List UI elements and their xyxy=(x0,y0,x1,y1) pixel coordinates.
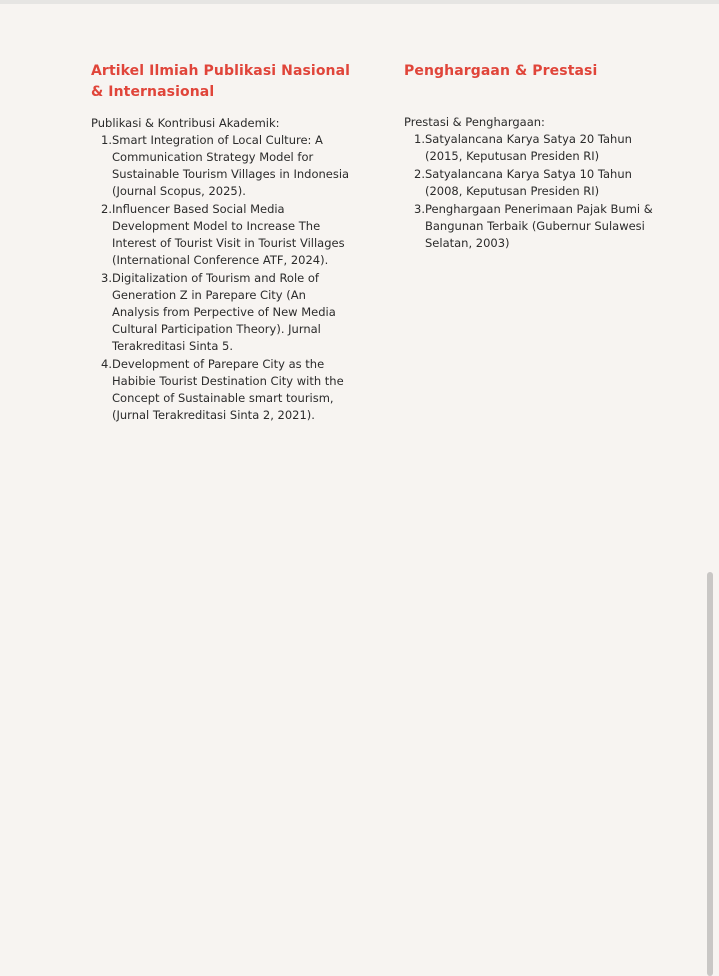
publications-list xyxy=(91,132,351,424)
list-item-number: 4. xyxy=(101,357,112,371)
list-item-number: 1. xyxy=(414,132,425,146)
list-item xyxy=(91,356,351,424)
list-item-text: Digitalization of Tourism and Role of Generation Z in Parepare City (An Analysis from Perpective of New Media Cultural Participation Theory). Jurnal Terakreditasi Sinta 5. xyxy=(112,271,336,353)
list-item-text: Penghargaan Penerimaan Pajak Bumi & Bangunan Terbaik (Gubernur Sulawesi Selatan, 2003) xyxy=(425,202,653,250)
list-item xyxy=(91,270,351,355)
list-item-text: Smart Integration of Local Culture: A Communication Strategy Model for Sustainable Tourism Villages in Indonesia (Journal Scopus, 2025). xyxy=(112,133,350,198)
list-item-text: Development of Parepare City as the Habibie Tourist Destination City with the Concept of Sustainable smart tourism, (Jurnal Terakreditasi Sinta 2, 2021). xyxy=(112,357,344,422)
list-item xyxy=(404,166,666,200)
publications-intro: Publikasi & Kontribusi Akademik: xyxy=(91,116,280,130)
list-item-text: Influencer Based Social Media Development Model to Increase The Interest of Tourist Visit in Tourist Villages (International Conference ATF, 2024). xyxy=(112,202,345,267)
list-item-number: 1. xyxy=(101,133,112,147)
list-item-number: 3. xyxy=(414,202,425,216)
list-item-text: Satyalancana Karya Satya 20 Tahun (2015, Keputusan Presiden RI) xyxy=(425,132,632,163)
publications-title: Artikel Ilmiah Publikasi Nasional & Internasional xyxy=(91,63,351,100)
list-item xyxy=(404,131,666,165)
awards-list xyxy=(404,131,666,252)
vertical-scrollbar[interactable] xyxy=(707,572,713,976)
list-item xyxy=(404,201,666,252)
list-item-number: 3. xyxy=(101,271,112,285)
top-edge-divider xyxy=(0,0,719,4)
awards-section xyxy=(404,61,666,253)
list-item xyxy=(91,201,351,269)
list-item-text: Satyalancana Karya Satya 10 Tahun (2008, Keputusan Presiden RI) xyxy=(425,167,632,198)
awards-title: Penghargaan & Prestasi xyxy=(404,63,598,79)
awards-intro: Prestasi & Penghargaan: xyxy=(404,115,545,129)
list-item-number: 2. xyxy=(414,167,425,181)
publications-section xyxy=(91,61,351,425)
list-item xyxy=(91,132,351,200)
list-item-number: 2. xyxy=(101,202,112,216)
